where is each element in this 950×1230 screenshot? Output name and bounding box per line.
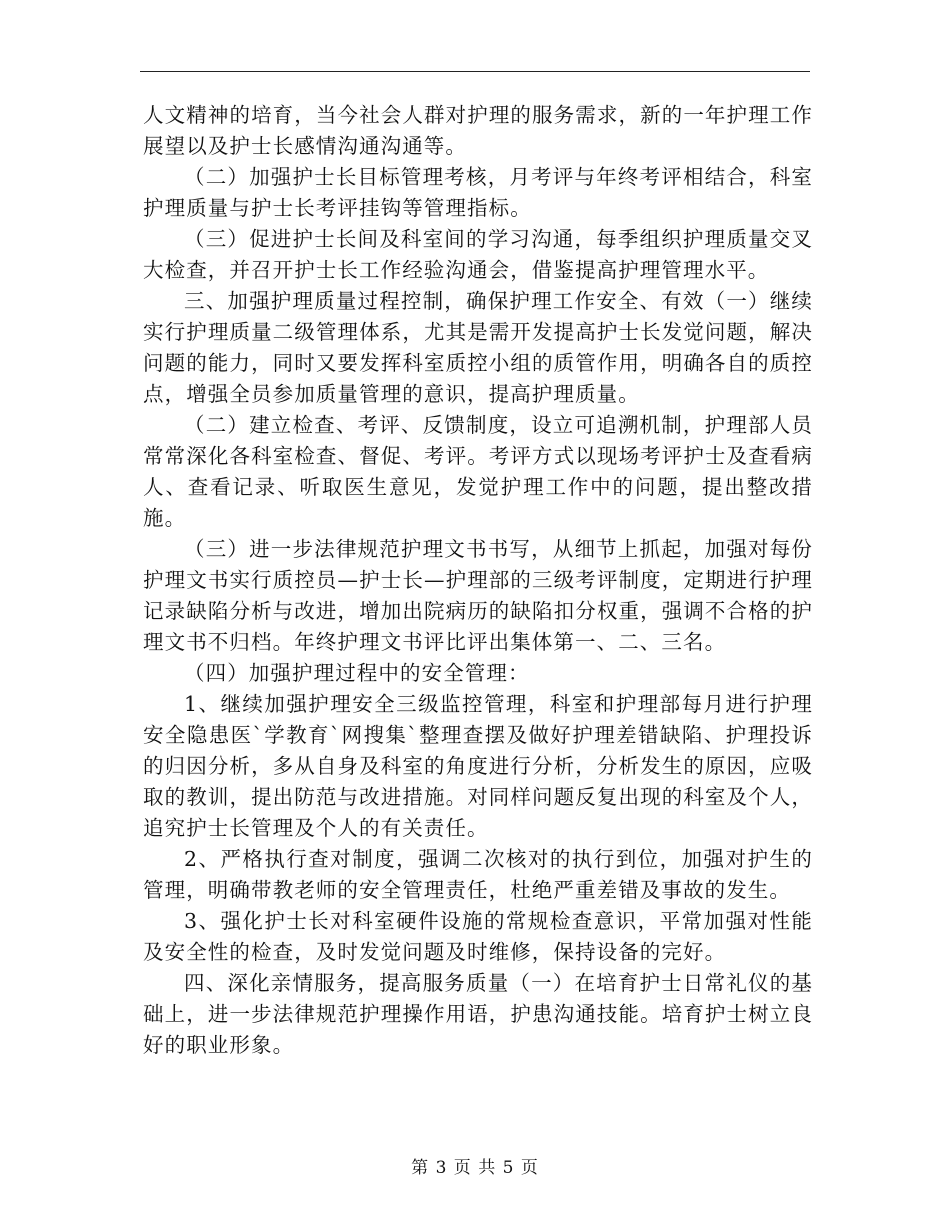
paragraph-9: 2、严格执行查对制度，强调二次核对的执行到位，加强对护生的管理，明确带教老师的安全管理责任，杜绝严重差错及事故的发生。 (143, 847, 813, 902)
page-number-footer: 第 3 页 共 5 页 (411, 1158, 539, 1178)
paragraph-8: 1、继续加强护理安全三级监控管理，科室和护理部每月进行护理安全隐患医`学教育`网搜集`整理查摆及做好护理差错缺陷、护理投诉的归因分析，多从自身及科室的角度进行分析，分析发生的原因，应吸取的教训，提出防范与改进措施。对同样问题反复出现的科室及个人，追究护士长管理及个人的有关责任。 (143, 692, 813, 840)
body-text (143, 100, 813, 1061)
paragraph-1: 人文精神的培育，当今社会人群对护理的服务需求，新的一年护理工作展望以及护士长感情沟通沟通等。 (143, 103, 813, 158)
paragraph-2: （二）加强护士长目标管理考核，月考评与年终考评相结合，科室护理质量与护士长考评挂钩等管理指标。 (143, 165, 813, 220)
paragraph-5: （二）建立检查、考评、反馈制度，设立可追溯机制，护理部人员常常深化各科室检查、督促、考评。考评方式以现场考评护士及查看病人、查看记录、听取医生意见，发觉护理工作中的问题，提出整改措施。 (143, 413, 813, 530)
paragraph-7: （四）加强护理过程中的安全管理： (184, 661, 530, 685)
paragraph-4: 三、加强护理质量过程控制，确保护理工作安全、有效（一）继续实行护理质量二级管理体系，尤其是需开发提高护士长发觉问题，解决问题的能力，同时又要发挥科室质控小组的质管作用，明确各自的质控点，增强全员参加质量管理的意识，提高护理质量。 (143, 289, 813, 406)
paragraph-3: （三）促进护士长间及科室间的学习沟通，每季组织护理质量交叉大检查，并召开护士长工作经验沟通会，借鉴提高护理管理水平。 (143, 227, 813, 282)
header-rule (140, 71, 810, 72)
paragraph-11: 四、深化亲情服务，提高服务质量（一）在培育护士日常礼仪的基础上，进一步法律规范护理操作用语，护患沟通技能。培育护士树立良好的职业形象。 (143, 971, 813, 1057)
paragraph-6: （三）进一步法律规范护理文书书写，从细节上抓起，加强对每份护理文书实行质控员—护士长—护理部的三级考评制度，定期进行护理记录缺陷分析与改进，增加出院病历的缺陷扣分权重，强调不合格的护理文书不归档。年终护理文书评比评出集体第一、二、三名。 (143, 537, 813, 654)
paragraph-10: 3、强化护士长对科室硬件设施的常规检查意识，平常加强对性能及安全性的检查，及时发觉问题及时维修，保持设备的完好。 (143, 909, 813, 964)
